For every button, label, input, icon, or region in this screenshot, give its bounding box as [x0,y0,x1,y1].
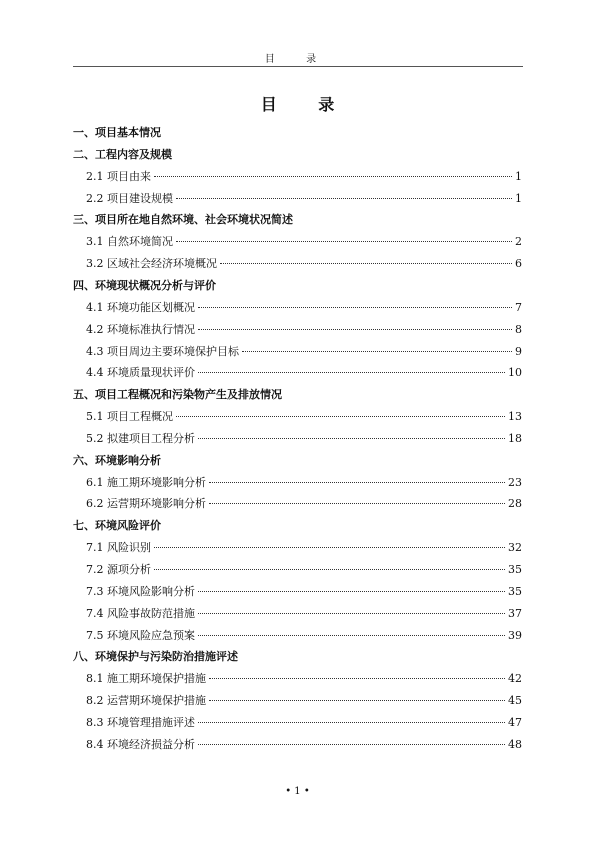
toc-leader-dots [176,241,512,242]
toc-entry-page: 32 [508,541,522,555]
toc-entry[interactable] [86,321,522,337]
toc-leader-dots [176,198,512,199]
toc-entry-page: 13 [508,410,522,424]
toc-entry-label: 8.4 环境经济损益分析 [86,737,195,751]
toc-entry-label: 7.3 环境风险影响分析 [86,584,195,598]
toc-entry-label: 7.4 风险事故防范措施 [86,606,195,620]
toc-leader-dots [176,416,505,417]
toc-entry[interactable] [86,430,522,446]
toc-entry[interactable] [86,190,522,206]
toc-leader-dots [154,569,505,570]
toc-section-heading: 一、项目基本情况 [73,126,161,139]
toc-section-heading: 八、环境保护与污染防治措施评述 [73,650,238,664]
toc-entry[interactable] [86,408,522,424]
toc-entry-label: 4.4 环境质量现状评价 [86,366,195,380]
toc-entry[interactable] [86,474,522,490]
toc-entry-label: 6.2 运营期环境影响分析 [86,497,206,511]
toc-entry-page: 1 [515,169,522,183]
toc-entry-label: 2.1 项目由来 [86,169,151,183]
toc-entry[interactable] [86,605,522,621]
toc-entry[interactable] [86,736,522,752]
toc-leader-dots [198,329,512,330]
toc-entry-page: 35 [508,584,522,598]
toc-entry-page: 42 [508,672,522,686]
toc-entry-page: 37 [508,606,522,620]
toc-entry-label: 8.3 环境管理措施评述 [86,715,195,729]
page-number: • 1 • [285,786,310,797]
toc-leader-dots [198,307,512,308]
toc-entry[interactable] [86,495,522,511]
toc-section-heading: 四、环境现状概况分析与评价 [73,278,216,292]
toc-entry-label: 4.2 环境标准执行情况 [86,322,195,336]
toc-entry[interactable] [86,561,522,577]
toc-entry-label: 4.1 环境功能区划概况 [86,300,195,314]
toc-entry-label: 5.1 项目工程概况 [86,410,173,424]
toc-title: 目 录 [260,95,353,114]
toc-entry-page: 1 [515,191,522,205]
toc-leader-dots [209,700,505,701]
toc-entry-page: 35 [508,563,522,576]
toc-entry[interactable] [86,692,522,708]
toc-leader-dots [154,547,505,548]
toc-entry-page: 48 [508,737,522,751]
toc-entry-label: 7.2 源项分析 [86,563,151,576]
toc-leader-dots [198,722,505,723]
toc-entry-label: 7.1 风险识别 [86,541,151,555]
toc-entry-page: 10 [508,366,522,380]
running-header: 目 录 [264,54,331,65]
toc-entry-label: 8.1 施工期环境保护措施 [86,672,206,686]
toc-entry[interactable] [86,255,522,271]
toc-entry-label: 4.3 项目周边主要环境保护目标 [86,344,239,358]
toc-entry[interactable] [86,233,522,249]
toc-entry-page: 47 [508,715,522,729]
toc-leader-dots [198,591,505,592]
toc-leader-dots [220,263,512,264]
toc-entry-page: 6 [515,257,522,271]
toc-entry-page: 39 [508,628,522,642]
toc-entry[interactable] [86,539,522,555]
toc-entry[interactable] [86,168,522,184]
toc-leader-dots [209,678,505,679]
toc-leader-dots [209,482,505,483]
toc-leader-dots [198,635,505,636]
toc-entry-label: 3.2 区域社会经济环境概况 [86,257,217,271]
toc-leader-dots [198,744,505,745]
toc-entry-page: 8 [515,322,522,336]
toc-section-heading: 二、工程内容及规模 [73,147,172,161]
toc-entry[interactable] [86,714,522,730]
toc-entry-label: 7.5 环境风险应急预案 [86,628,195,642]
toc-entry-page: 23 [508,475,522,489]
toc-entry[interactable] [86,343,522,359]
toc-entry-label: 8.2 运营期环境保护措施 [86,694,206,708]
toc-section-heading: 三、项目所在地自然环境、社会环境状况简述 [73,213,293,227]
toc-entry-label: 5.2 拟建项目工程分析 [86,431,195,445]
toc-leader-dots [198,613,505,614]
toc-entry-label: 2.2 项目建设规模 [86,191,173,205]
toc-entry[interactable] [86,299,522,315]
toc-entry-label: 6.1 施工期环境影响分析 [86,475,206,489]
toc-section-heading: 七、环境风险评价 [73,519,161,533]
toc-entry-page: 18 [508,431,522,445]
toc-leader-dots [242,351,512,352]
toc-entry-page: 7 [515,300,522,314]
toc-leader-dots [198,438,505,439]
toc-entry[interactable] [86,364,522,380]
toc-leader-dots [198,372,505,373]
toc-entry[interactable] [86,670,522,686]
toc-section-heading: 五、项目工程概况和污染物产生及排放情况 [73,388,282,402]
toc-entry-page: 9 [515,344,522,358]
toc-entry-page: 2 [515,235,522,249]
toc-entry[interactable] [86,627,522,643]
toc-entry-label: 3.1 自然环境简况 [86,235,173,249]
toc-entry-page: 45 [508,694,522,708]
toc-leader-dots [154,176,512,177]
toc-entry[interactable] [86,583,522,599]
toc-section-heading: 六、环境影响分析 [73,453,161,467]
toc-leader-dots [209,503,505,504]
toc-entry-page: 28 [508,497,522,511]
